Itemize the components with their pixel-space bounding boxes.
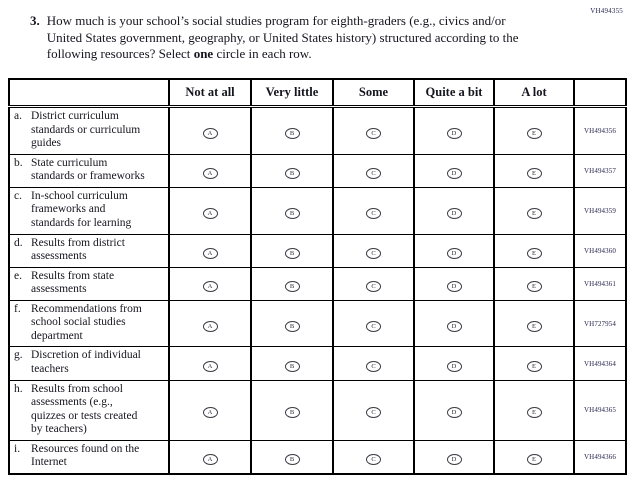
answer-bubble-c[interactable]: C: [366, 321, 381, 332]
answer-bubble-c[interactable]: C: [366, 454, 381, 465]
answer-bubble-d[interactable]: D: [447, 128, 462, 139]
option-cell-some: [333, 154, 414, 187]
answer-bubble-a[interactable]: A: [203, 361, 218, 372]
answer-bubble-c[interactable]: C: [366, 361, 381, 372]
answer-bubble-e[interactable]: E: [527, 454, 542, 465]
option-cell-a-lot: [494, 154, 574, 187]
table-row-a: [9, 107, 626, 155]
option-cell-quite-a-bit: [414, 380, 494, 440]
answer-bubble-b[interactable]: B: [285, 248, 300, 259]
option-cell-some: [333, 234, 414, 267]
table-row-i: [9, 440, 626, 474]
question-block: [30, 13, 529, 63]
answer-bubble-b[interactable]: B: [285, 361, 300, 372]
table-row-b: [9, 154, 626, 187]
option-cell-quite-a-bit: [414, 154, 494, 187]
row-label-cell: [9, 300, 169, 347]
answer-bubble-d[interactable]: D: [447, 407, 462, 418]
table-row-e: [9, 267, 626, 300]
row-label: Discretion of individual teachers: [31, 349, 141, 375]
option-cell-quite-a-bit: [414, 107, 494, 155]
option-cell-very-little: [251, 347, 333, 380]
answer-bubble-c[interactable]: C: [366, 128, 381, 139]
row-letter: h.: [14, 382, 23, 395]
answer-bubble-a[interactable]: A: [203, 321, 218, 332]
answer-bubble-a[interactable]: A: [203, 128, 218, 139]
answer-bubble-d[interactable]: D: [447, 361, 462, 372]
row-label: Recommendations from school social studies department: [31, 302, 142, 342]
row-label-cell: [9, 347, 169, 380]
code-column-header: [574, 79, 626, 107]
answer-bubble-b[interactable]: B: [285, 407, 300, 418]
answer-bubble-e[interactable]: E: [527, 128, 542, 139]
option-cell-quite-a-bit: [414, 347, 494, 380]
answer-bubble-c[interactable]: C: [366, 281, 381, 292]
row-label: State curriculum standards or frameworks: [31, 156, 145, 183]
option-cell-quite-a-bit: [414, 440, 494, 474]
option-cell-very-little: [251, 154, 333, 187]
row-label: Results from school assessments (e.g., quizzes or tests created by teachers): [31, 382, 138, 436]
answer-bubble-a[interactable]: A: [203, 208, 218, 219]
answer-bubble-e[interactable]: E: [527, 168, 542, 179]
answer-bubble-e[interactable]: E: [527, 361, 542, 372]
table-body: [9, 107, 626, 474]
column-header-not-at-all: Not at all: [169, 79, 251, 107]
row-letter: c.: [14, 189, 22, 202]
option-cell-very-little: [251, 380, 333, 440]
answer-bubble-c[interactable]: C: [366, 248, 381, 259]
page-accession-code: VH494355: [590, 7, 623, 15]
answer-bubble-b[interactable]: B: [285, 454, 300, 465]
row-label-cell: [9, 380, 169, 440]
row-letter: e.: [14, 269, 22, 282]
row-label-cell: [9, 440, 169, 474]
header-row: [9, 79, 626, 107]
row-code: VH494356: [574, 107, 626, 155]
row-letter: b.: [14, 156, 23, 169]
answer-bubble-a[interactable]: A: [203, 281, 218, 292]
answer-bubble-b[interactable]: B: [285, 321, 300, 332]
option-cell-very-little: [251, 234, 333, 267]
option-cell-a-lot: [494, 440, 574, 474]
table-row-f: [9, 300, 626, 347]
answer-bubble-b[interactable]: B: [285, 281, 300, 292]
option-cell-not-at-all: [169, 440, 251, 474]
option-cell-a-lot: [494, 300, 574, 347]
option-cell-not-at-all: [169, 300, 251, 347]
answer-bubble-c[interactable]: C: [366, 407, 381, 418]
column-header-some: Some: [333, 79, 414, 107]
row-label: Results from state assessments: [31, 269, 115, 296]
row-label: In-school curriculum frameworks and standards for learning: [31, 189, 132, 229]
question-text-suffix: circle in each row.: [213, 46, 312, 62]
row-label: Resources found on the Internet: [31, 442, 140, 469]
option-cell-a-lot: [494, 380, 574, 440]
option-cell-not-at-all: [169, 234, 251, 267]
option-cell-a-lot: [494, 267, 574, 300]
question-text: [47, 13, 529, 63]
answer-bubble-a[interactable]: A: [203, 168, 218, 179]
row-code: VH494365: [574, 380, 626, 440]
answer-bubble-d[interactable]: D: [447, 208, 462, 219]
column-header-very-little: Very little: [251, 79, 333, 107]
option-cell-some: [333, 267, 414, 300]
question-text-bold: one: [193, 46, 214, 62]
option-cell-quite-a-bit: [414, 300, 494, 347]
option-cell-very-little: [251, 107, 333, 155]
option-cell-very-little: [251, 187, 333, 234]
answer-bubble-d[interactable]: D: [447, 248, 462, 259]
row-label-cell: [9, 234, 169, 267]
option-cell-some: [333, 300, 414, 347]
option-cell-not-at-all: [169, 267, 251, 300]
row-code: VH494361: [574, 267, 626, 300]
option-cell-some: [333, 107, 414, 155]
option-cell-not-at-all: [169, 347, 251, 380]
row-label-cell: [9, 154, 169, 187]
question-number: 3.: [30, 13, 40, 28]
question-text-main: How much is your school’s social studies program for eighth-graders (e.g., civics and/or United States government, geography, or United States history) structured according to the following resources? Select: [46, 13, 519, 62]
option-cell-very-little: [251, 267, 333, 300]
row-code: VH494366: [574, 440, 626, 474]
resource-response-table: [8, 78, 627, 475]
answer-bubble-b[interactable]: B: [285, 168, 300, 179]
row-code: VH494364: [574, 347, 626, 380]
answer-bubble-a[interactable]: A: [203, 454, 218, 465]
answer-bubble-e[interactable]: E: [527, 208, 542, 219]
column-header-quite-a-bit: Quite a bit: [414, 79, 494, 107]
option-cell-some: [333, 187, 414, 234]
row-letter: a.: [14, 110, 22, 122]
option-cell-very-little: [251, 300, 333, 347]
option-cell-some: [333, 347, 414, 380]
row-code: VH494360: [574, 234, 626, 267]
answer-bubble-c[interactable]: C: [366, 168, 381, 179]
option-cell-a-lot: [494, 187, 574, 234]
answer-bubble-d[interactable]: D: [447, 321, 462, 332]
option-cell-not-at-all: [169, 187, 251, 234]
answer-bubble-e[interactable]: E: [527, 407, 542, 418]
answer-bubble-b[interactable]: B: [285, 128, 300, 139]
corner-cell: [9, 79, 169, 107]
answer-bubble-b[interactable]: B: [285, 208, 300, 219]
table-row-g: [9, 347, 626, 380]
answer-bubble-a[interactable]: A: [203, 407, 218, 418]
option-cell-a-lot: [494, 347, 574, 380]
table-row-h: [9, 380, 626, 440]
option-cell-some: [333, 380, 414, 440]
row-label-cell: [9, 107, 169, 155]
table-row-c: [9, 187, 626, 234]
option-cell-quite-a-bit: [414, 267, 494, 300]
option-cell-not-at-all: [169, 107, 251, 155]
answer-bubble-c[interactable]: C: [366, 208, 381, 219]
option-cell-some: [333, 440, 414, 474]
answer-bubble-d[interactable]: D: [447, 168, 462, 179]
row-letter: f.: [14, 302, 21, 315]
row-code: VH727954: [574, 300, 626, 347]
option-cell-quite-a-bit: [414, 234, 494, 267]
answer-bubble-e[interactable]: E: [527, 281, 542, 292]
row-label: Results from district assessments: [31, 236, 125, 263]
row-code: VH494359: [574, 187, 626, 234]
option-cell-quite-a-bit: [414, 187, 494, 234]
table-row-d: [9, 234, 626, 267]
option-cell-very-little: [251, 440, 333, 474]
option-cell-not-at-all: [169, 154, 251, 187]
column-header-a-lot: A lot: [494, 79, 574, 107]
row-letter: d.: [14, 236, 23, 249]
option-cell-a-lot: [494, 234, 574, 267]
row-label-cell: [9, 187, 169, 234]
row-code: VH494357: [574, 154, 626, 187]
row-letter: g.: [14, 349, 23, 362]
answer-bubble-e[interactable]: E: [527, 248, 542, 259]
row-label: District curriculum standards or curriculum guides: [31, 110, 141, 150]
answer-bubble-a[interactable]: A: [203, 248, 218, 259]
row-label-cell: [9, 267, 169, 300]
option-cell-a-lot: [494, 107, 574, 155]
answer-bubble-d[interactable]: D: [447, 281, 462, 292]
answer-bubble-e[interactable]: E: [527, 321, 542, 332]
row-letter: i.: [14, 442, 21, 455]
option-cell-not-at-all: [169, 380, 251, 440]
answer-bubble-d[interactable]: D: [447, 454, 462, 465]
